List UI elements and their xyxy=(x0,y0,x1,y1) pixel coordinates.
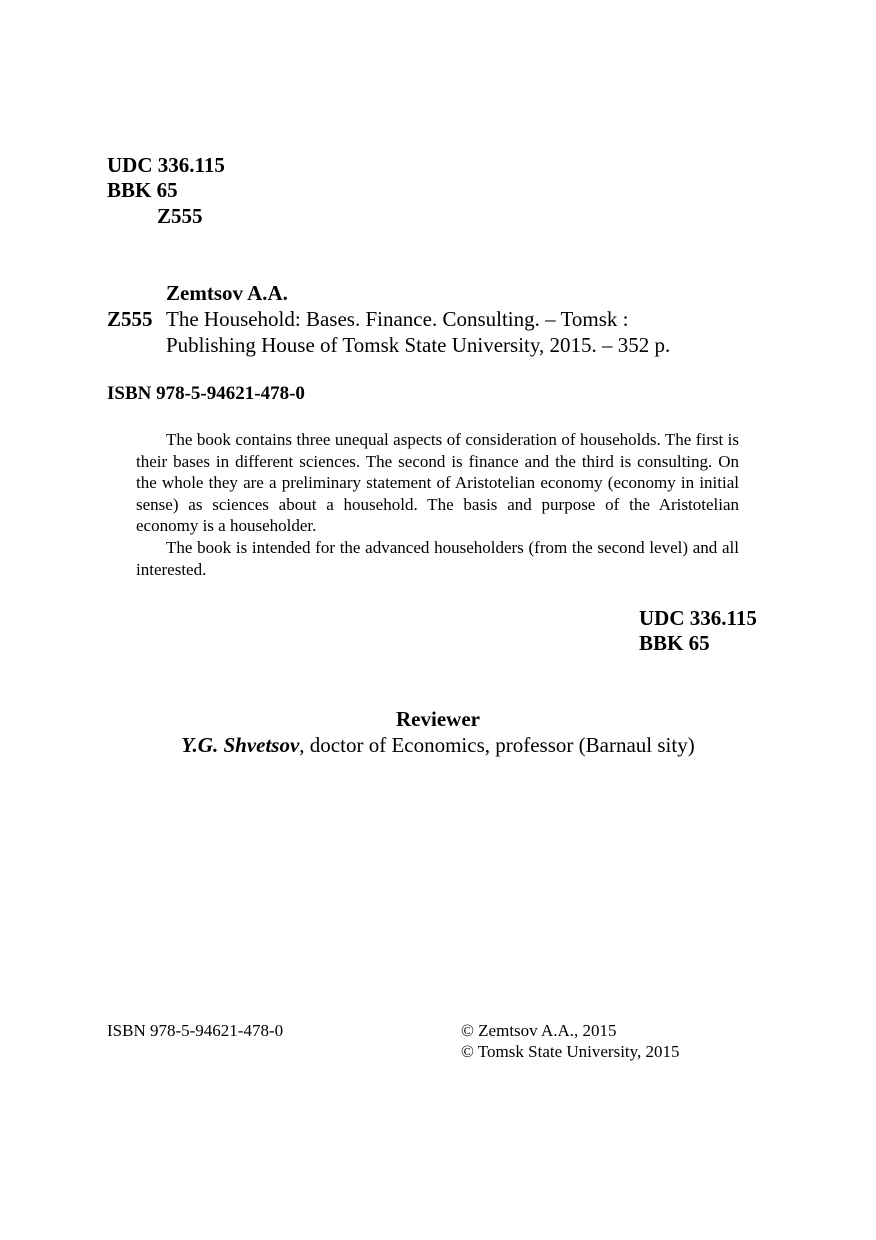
copyright-author: © Zemtsov A.A., 2015 xyxy=(461,1021,617,1040)
reviewer-name: Y.G. Shvetsov xyxy=(181,733,300,757)
udc-code-right: UDC 336.115 xyxy=(639,606,757,630)
title-line-2: Publishing House of Tomsk State University, 2015. – 352 p. xyxy=(166,333,671,357)
bibliographic-mark: Z555 xyxy=(107,307,153,331)
abstract-paragraph-1: The book contains three unequal aspects of consideration of households. The first is their bases in different sciences. The second is finance and the third is consulting. On the whole they are a preliminary statement of Aristotelian economy (economy in initial sense) as sciences about a household. The basis and purpose of the Aristotelian economy is a householder. xyxy=(136,430,739,536)
udc-code: UDC 336.115 xyxy=(107,153,225,177)
footer-isbn: ISBN 978-5-94621-478-0 xyxy=(107,1021,284,1040)
copyright-university: © Tomsk State University, 2015 xyxy=(461,1042,680,1061)
author-name: Zemtsov A.A. xyxy=(166,281,288,305)
reviewer-line xyxy=(0,732,876,758)
abstract-paragraph-2: The book is intended for the advanced householders (from the second level) and all interested. xyxy=(136,537,739,579)
title-line-1: The Household: Bases. Finance. Consulting. – Tomsk : xyxy=(166,307,629,331)
isbn-bold: ISBN 978-5-94621-478-0 xyxy=(107,383,305,404)
abstract xyxy=(136,429,739,580)
author-mark: Z555 xyxy=(157,204,203,228)
bbk-code-right: BBK 65 xyxy=(639,631,710,655)
reviewer-description: , doctor of Economics, professor (Barnaul sity) xyxy=(299,733,695,757)
bbk-code: BBK 65 xyxy=(107,178,178,202)
reviewer-heading: Reviewer xyxy=(396,707,480,731)
